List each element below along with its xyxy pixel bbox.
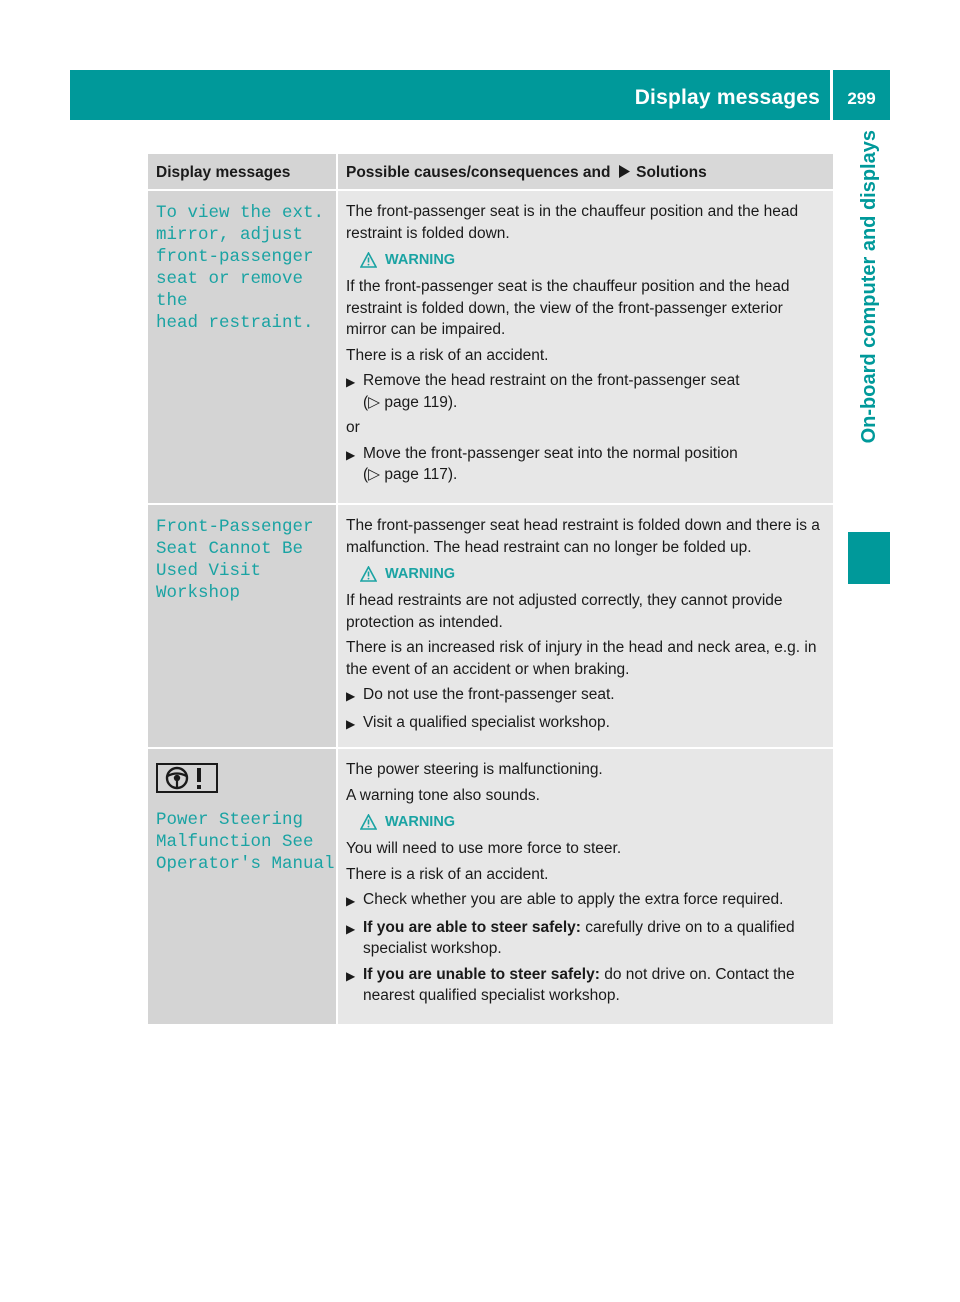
chapter-marker [848, 532, 890, 584]
col-header-causes [338, 154, 833, 189]
page-reference: (▷ page 117). [363, 466, 458, 483]
cause-text: The front-passenger seat is in the chauffeur position and the head restraint is folded down. [346, 203, 799, 242]
message-cell [148, 505, 336, 747]
cause-text: The front-passenger seat head restraint is folded down and there is a malfunction. The head restraint can no longer be folded up. [346, 517, 820, 556]
step-text: Visit a qualified specialist workshop. [363, 713, 610, 731]
step-item [346, 443, 825, 486]
warning-label: WARNING [385, 566, 456, 582]
warning-heading [360, 814, 825, 830]
col-header-messages: Display messages [148, 154, 336, 189]
table-row [148, 749, 833, 1024]
step-condition: If you are unable to steer safely: [363, 965, 600, 983]
warning-text: If head restraints are not adjusted correctly, they cannot provide protection as intended. [346, 592, 783, 631]
step-item [346, 712, 825, 736]
warning-label: WARNING [385, 252, 456, 268]
step-arrow-icon: ▶ [346, 921, 356, 936]
step-item [346, 889, 825, 913]
step-item [346, 370, 825, 413]
cause-text: The power steering is malfunctioning. [346, 761, 603, 778]
warning-triangle-icon [360, 814, 377, 830]
page-header [70, 70, 890, 120]
warning-heading [360, 566, 825, 582]
display-message: Front-Passenger Seat Cannot Be Used Visit Workshop [156, 517, 314, 603]
step-text: Move the front-passenger seat into the normal position [363, 444, 738, 462]
chapter-tab [848, 130, 890, 526]
warning-text: If the front-passenger seat is the chauffeur position and the head restraint is folded down, the view of the front-passenger exterior mirror can be impaired. [346, 278, 790, 338]
col-header-solutions-label: Solutions [636, 164, 707, 181]
table-row [148, 191, 833, 503]
step-item [346, 964, 825, 1007]
table-header-row [148, 154, 833, 189]
power-steering-warning-icon [156, 763, 218, 793]
causes-cell [338, 505, 833, 747]
step-text: Do not use the front-passenger seat. [363, 686, 615, 703]
risk-text: There is a risk of an accident. [346, 346, 549, 364]
section-title: Display messages [634, 86, 820, 109]
or-text: or [346, 419, 360, 436]
step-arrow-icon: ▶ [346, 375, 356, 389]
step-item [346, 917, 825, 960]
display-message: To view the ext. mirror, adjust front-passenger seat or remove the head restraint. [156, 203, 325, 333]
warning-heading [360, 252, 825, 268]
play-arrow-icon [618, 165, 630, 178]
warning-triangle-icon [360, 252, 377, 268]
step-text: Check whether you are able to apply the extra force required. [363, 891, 784, 908]
step-text: Remove the head restraint on the front-passenger seat [363, 372, 740, 389]
warning-label: WARNING [385, 814, 456, 830]
step-item [346, 684, 825, 708]
step-condition: If you are able to steer safely: [363, 918, 581, 936]
step-arrow-icon: ▶ [346, 447, 356, 462]
causes-cell [338, 749, 833, 1024]
risk-text: There is a risk of an accident. [346, 865, 549, 883]
step-arrow-icon: ▶ [346, 716, 356, 731]
step-text: carefully drive on to a qualified specialist workshop. [363, 918, 795, 957]
table-row [148, 505, 833, 747]
cause-text-2: A warning tone also sounds. [346, 786, 540, 804]
col-header-causes-label: Possible causes/consequences and [346, 164, 611, 181]
warning-text: You will need to use more force to steer. [346, 840, 622, 857]
step-arrow-icon: ▶ [346, 689, 356, 703]
page-reference: (▷ page 119). [363, 393, 458, 411]
step-arrow-icon: ▶ [346, 968, 356, 983]
chapter-tab-label: On-board computer and displays [858, 130, 880, 444]
display-messages-table [148, 154, 833, 1024]
page-number: 299 [847, 89, 876, 108]
message-cell [148, 191, 336, 503]
step-text: do not drive on. Contact the nearest qualified specialist workshop. [363, 965, 795, 1004]
message-cell [148, 749, 336, 1024]
risk-text: There is an increased risk of injury in the head and neck area, e.g. in the event of an accident or when braking. [346, 639, 817, 678]
causes-cell [338, 191, 833, 503]
display-message: Power Steering Malfunction See Operator's Manual [156, 810, 335, 874]
step-arrow-icon: ▶ [346, 894, 356, 908]
warning-triangle-icon [360, 566, 377, 582]
